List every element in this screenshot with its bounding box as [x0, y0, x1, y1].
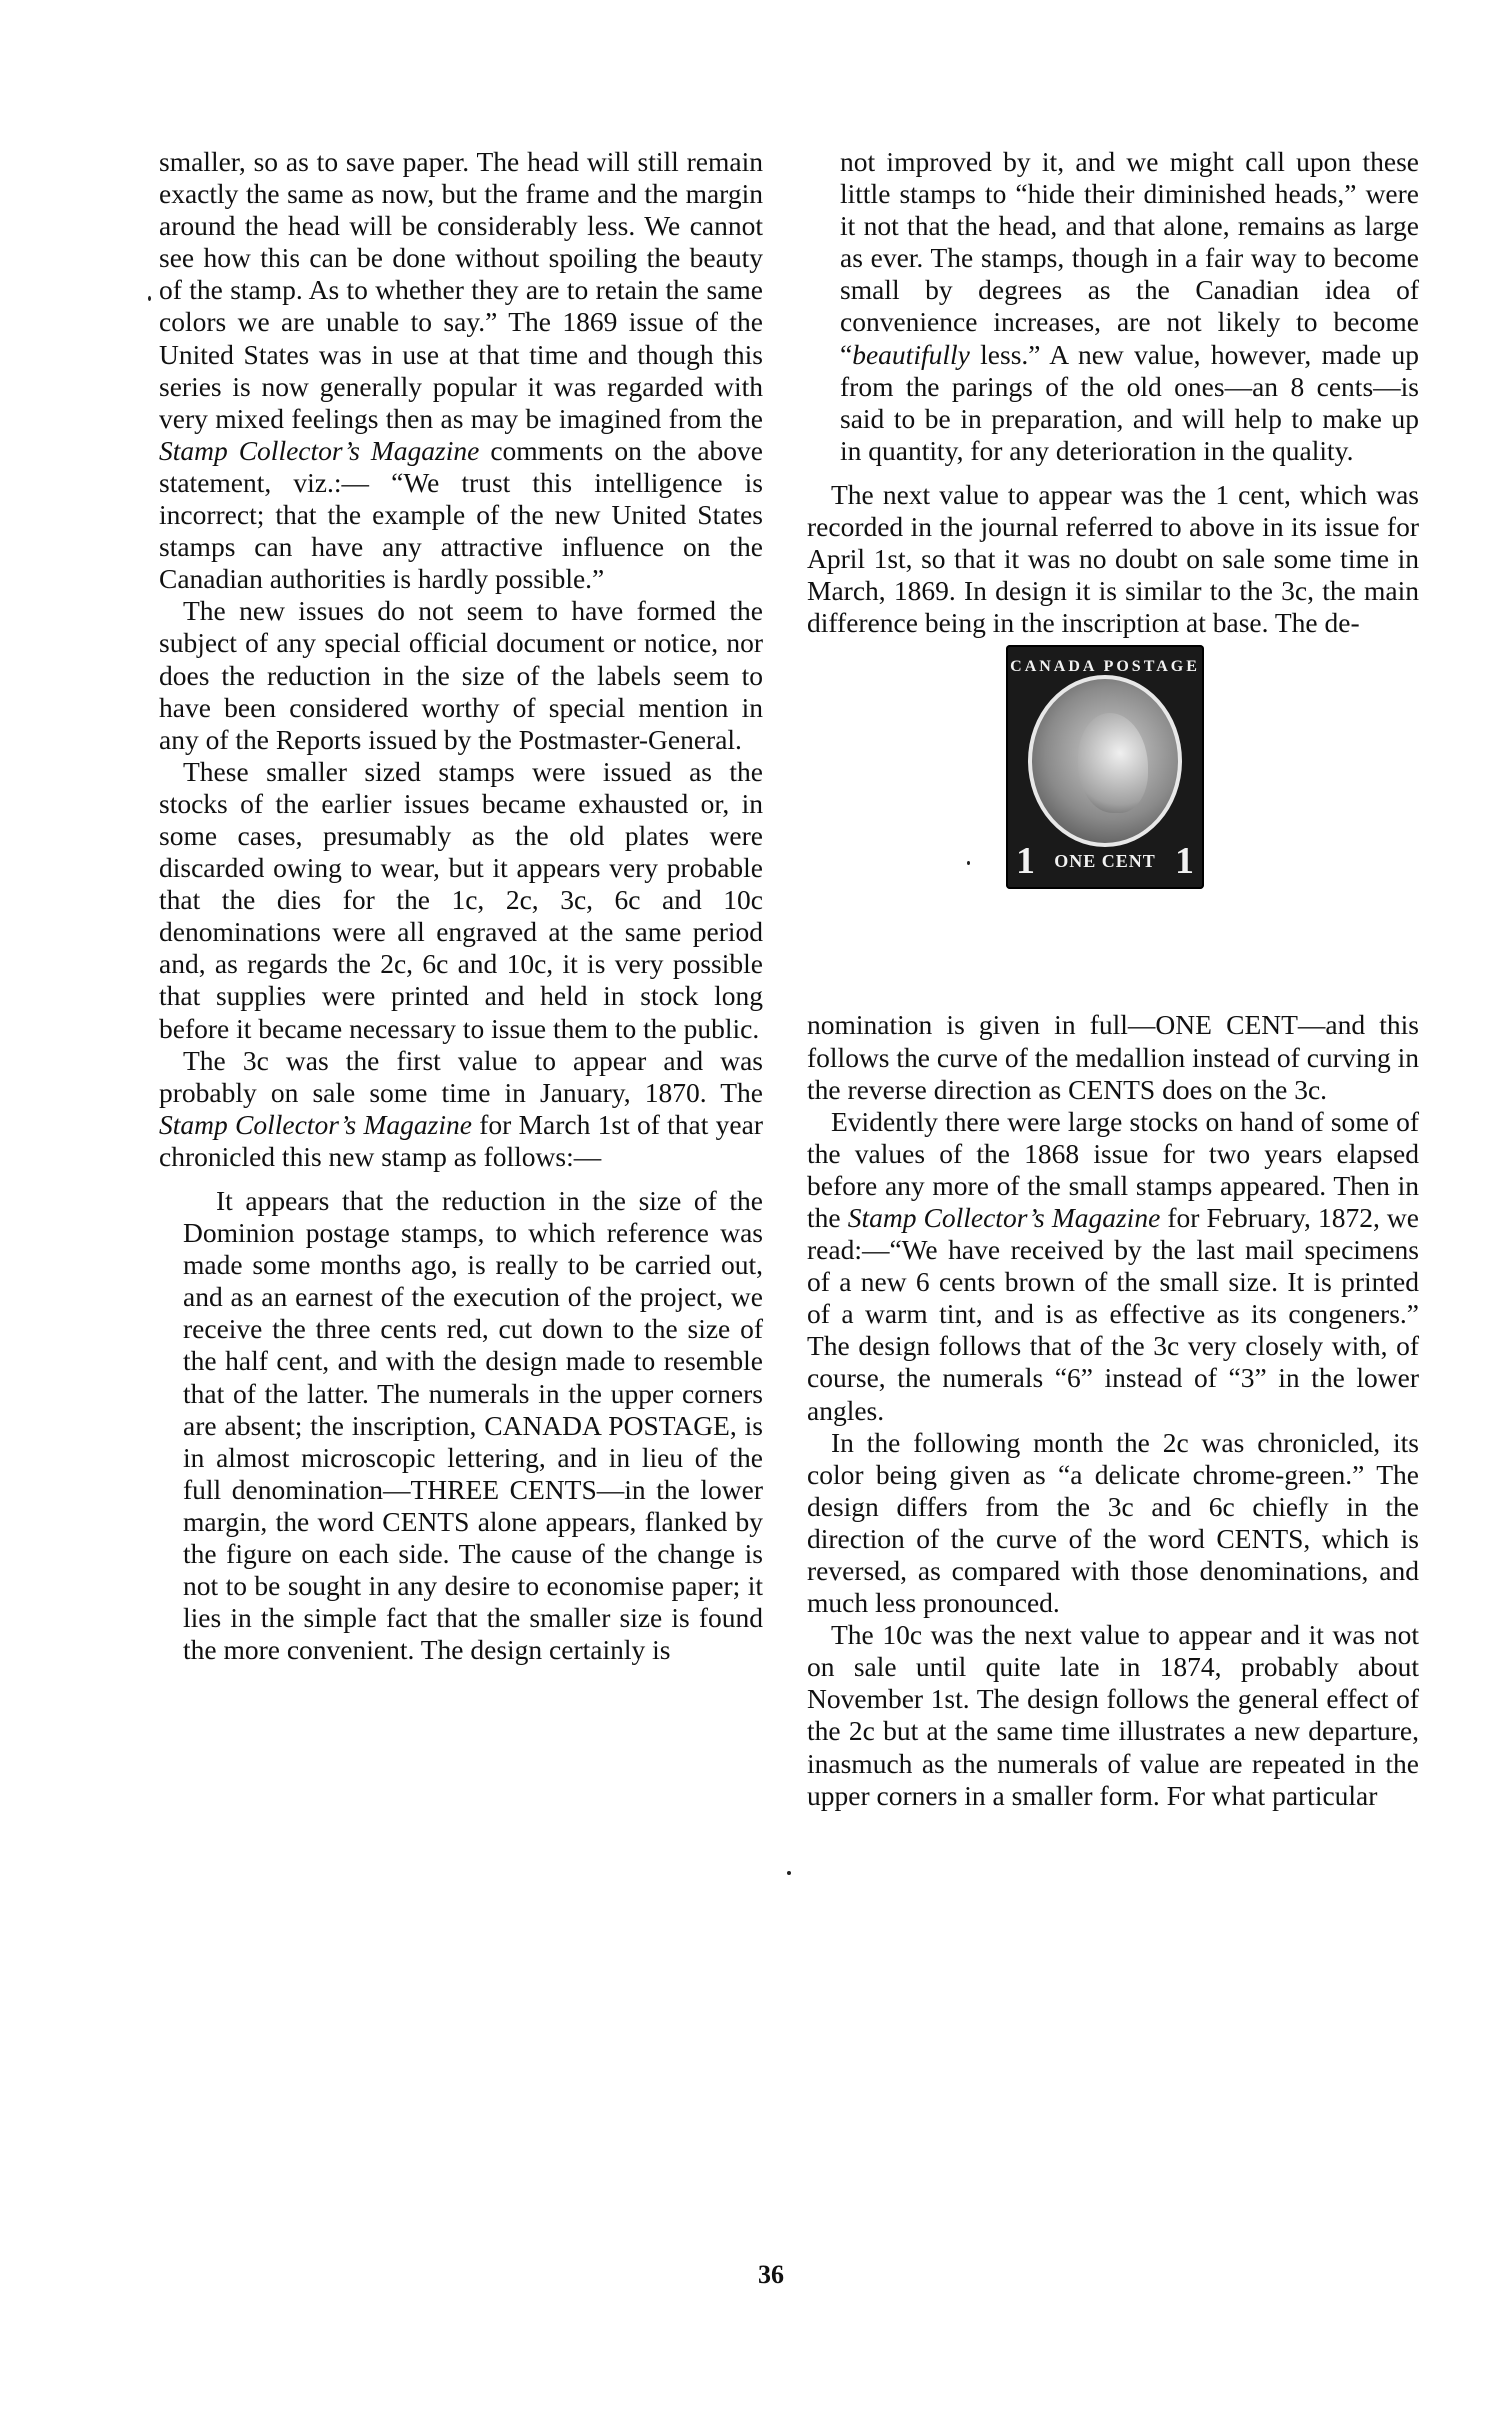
paragraph-text: comments on the above statement, viz.:— “We trust this intelligence is incorrect; that the example of the new United States stamps can have any attractive influence on the Canadian authorities is hardly possible.”: [159, 434, 764, 595]
paragraph-1-cent: The next value to appear was the 1 cent, which was recorded in the journal referred to above in its issue for April 1st, so that it was no doubt on sale some time in March, 1869. In design it is similar to the 3c, the main difference being in the inscription at base. The de-: [807, 478, 1419, 639]
print-speck: [967, 861, 970, 865]
stamp-top-inscription: CANADA POSTAGE: [1010, 658, 1200, 676]
stamp-bottom-inscription: [1006, 841, 1204, 881]
paragraph-smaller-stamps: These smaller sized stamps were issued as the stocks of the earlier issues became exhausted or, in some cases, presumably as the old plates were discarded owing to wear, but it appears very probable that the dies for the 1c, 2c, 3c, 6c and 10c denominations were all engraved at the same period and, as regards the 2c, 6c and 10c, it is very possible that supplies were printed and held in stock long before it became necessary to issue them to the public.: [159, 755, 763, 1044]
paragraph-text: for February, 1872, we read:—“We have received by the last mail specimens of a new 6 cents brown of the small size. It is printed of a warm tint, and is as effective as its congeners.” The design follows that of the 3c very closely with, of course, the numerals “6” instead of “3” in the lower angles.: [807, 1201, 1419, 1426]
magazine-title-italic: Stamp Collector’s Magazine: [159, 1108, 472, 1140]
stamp-medallion: [1028, 675, 1182, 847]
paragraph-text: for March 1st of that year chronicled this new stamp as follows:—: [159, 1108, 763, 1172]
page-number: 36: [758, 2260, 784, 2289]
margin-speck: [787, 1871, 791, 1875]
paragraph-3c-stamp: [159, 1045, 763, 1173]
stamp-denomination: ONE CENT: [1054, 851, 1156, 872]
emphasis-italic: beautifully: [852, 338, 970, 370]
block-quote-continued: [840, 146, 1419, 467]
magazine-title-italic: Stamp Collector’s Magazine: [159, 434, 480, 466]
paragraph-text: not improved by it, and we might call upon these little stamps to “hide their diminished heads,” were it not that the head, and that alone, remains as large as ever. The stamps, though in a fair way to become small by degrees as the Canadian idea of convenience increases, are not likely to become “: [840, 146, 1419, 370]
paragraph-1-cent-continued: nomination is given in full—ONE CENT—and this follows the curve of the medallion instead of curving in the reverse direction as CENTS does on the 3c.: [807, 1009, 1419, 1105]
magazine-title-italic: Stamp Collector’s Magazine: [847, 1201, 1161, 1233]
queen-portrait-icon: [1078, 713, 1148, 813]
right-column: [807, 146, 1419, 1812]
quote-text: [840, 146, 1419, 467]
paragraph-text: Evidently there were large stocks on hand of some of the values of the 1868 issue for two years elapsed before any more of the small stamps appeared. Then in the: [807, 1105, 1419, 1233]
block-quote: [183, 1185, 763, 1666]
paragraph-2-cent: In the following month the 2c was chronicled, its color being given as “a delicate chrome-green.” The design differs from the 3c and 6c chiefly in the direction of the curve of the word CENTS, which is reversed, as compared with those denominations, and much less pronounced.: [807, 1426, 1419, 1619]
paragraph-text: less.” A new value, however, made up from the parings of the old ones—an 8 cents—is said to be in preparation, and will help to make up in quantity, for any deterioration in the quality.: [840, 338, 1419, 466]
paragraph-10-cent: The 10c was the next value to appear and it was not on sale until quite late in 1874, probably about November 1st. The design follows the general effect of the 2c but at the same time illustrates a new departure, inasmuch as the numerals of value are repeated in the upper corners in a smaller form. For what particular: [807, 1619, 1419, 1811]
margin-speck: [148, 296, 151, 301]
quote-text: It appears that the reduction in the size of the Dominion postage stamps, to which reference was made some months ago, is really to be carried out, and as an earnest of the execution of the project, we receive the three cents red, cut down to the size of the half cent, and with the design made to resemble that of the latter. The numerals in the upper corners are absent; the inscription, CANADA POSTAGE, is in almost microscopic lettering, and in lieu of the full denomination—THREE CENTS—in the lower margin, the word CENTS alone appears, flanked by the figure on each side. The cause of the change is not to be sought in any desire to economise paper; it lies in the simple fact that the smaller size is found the more convenient. The design certainly is: [183, 1185, 763, 1666]
left-column: [159, 146, 763, 1666]
paragraph-text: The 3c was the first value to appear and was probably on sale some time in January, 1870. The: [159, 1044, 763, 1108]
paragraph-text: smaller, so as to save paper. The head will still remain exactly the same as now, but the frame and the margin around the head will be considerably less. We cannot see how this can be done without spoiling the beauty of the stamp. As to whether they are to retain the same colors we are unable to say.” The 1869 issue of the United States was in use at that time and though this series is now generally popular it was regarded with very mixed feelings then as may be imagined from the: [159, 146, 763, 434]
stamp-left-numeral: 1: [1016, 840, 1035, 883]
paragraph-continued: [159, 146, 763, 595]
paragraph-new-issues: The new issues do not seem to have formed the subject of any special official document or notice, nor does the reduction in the size of the labels seem to have been considered worthy of special mention in any of the Reports issued by the Postmaster-General.: [159, 595, 763, 755]
stamp-figure: [807, 639, 1419, 1009]
stamp-right-numeral: 1: [1174, 840, 1194, 883]
one-cent-stamp-image: [1006, 645, 1204, 889]
paragraph-6-cent: [807, 1106, 1419, 1427]
